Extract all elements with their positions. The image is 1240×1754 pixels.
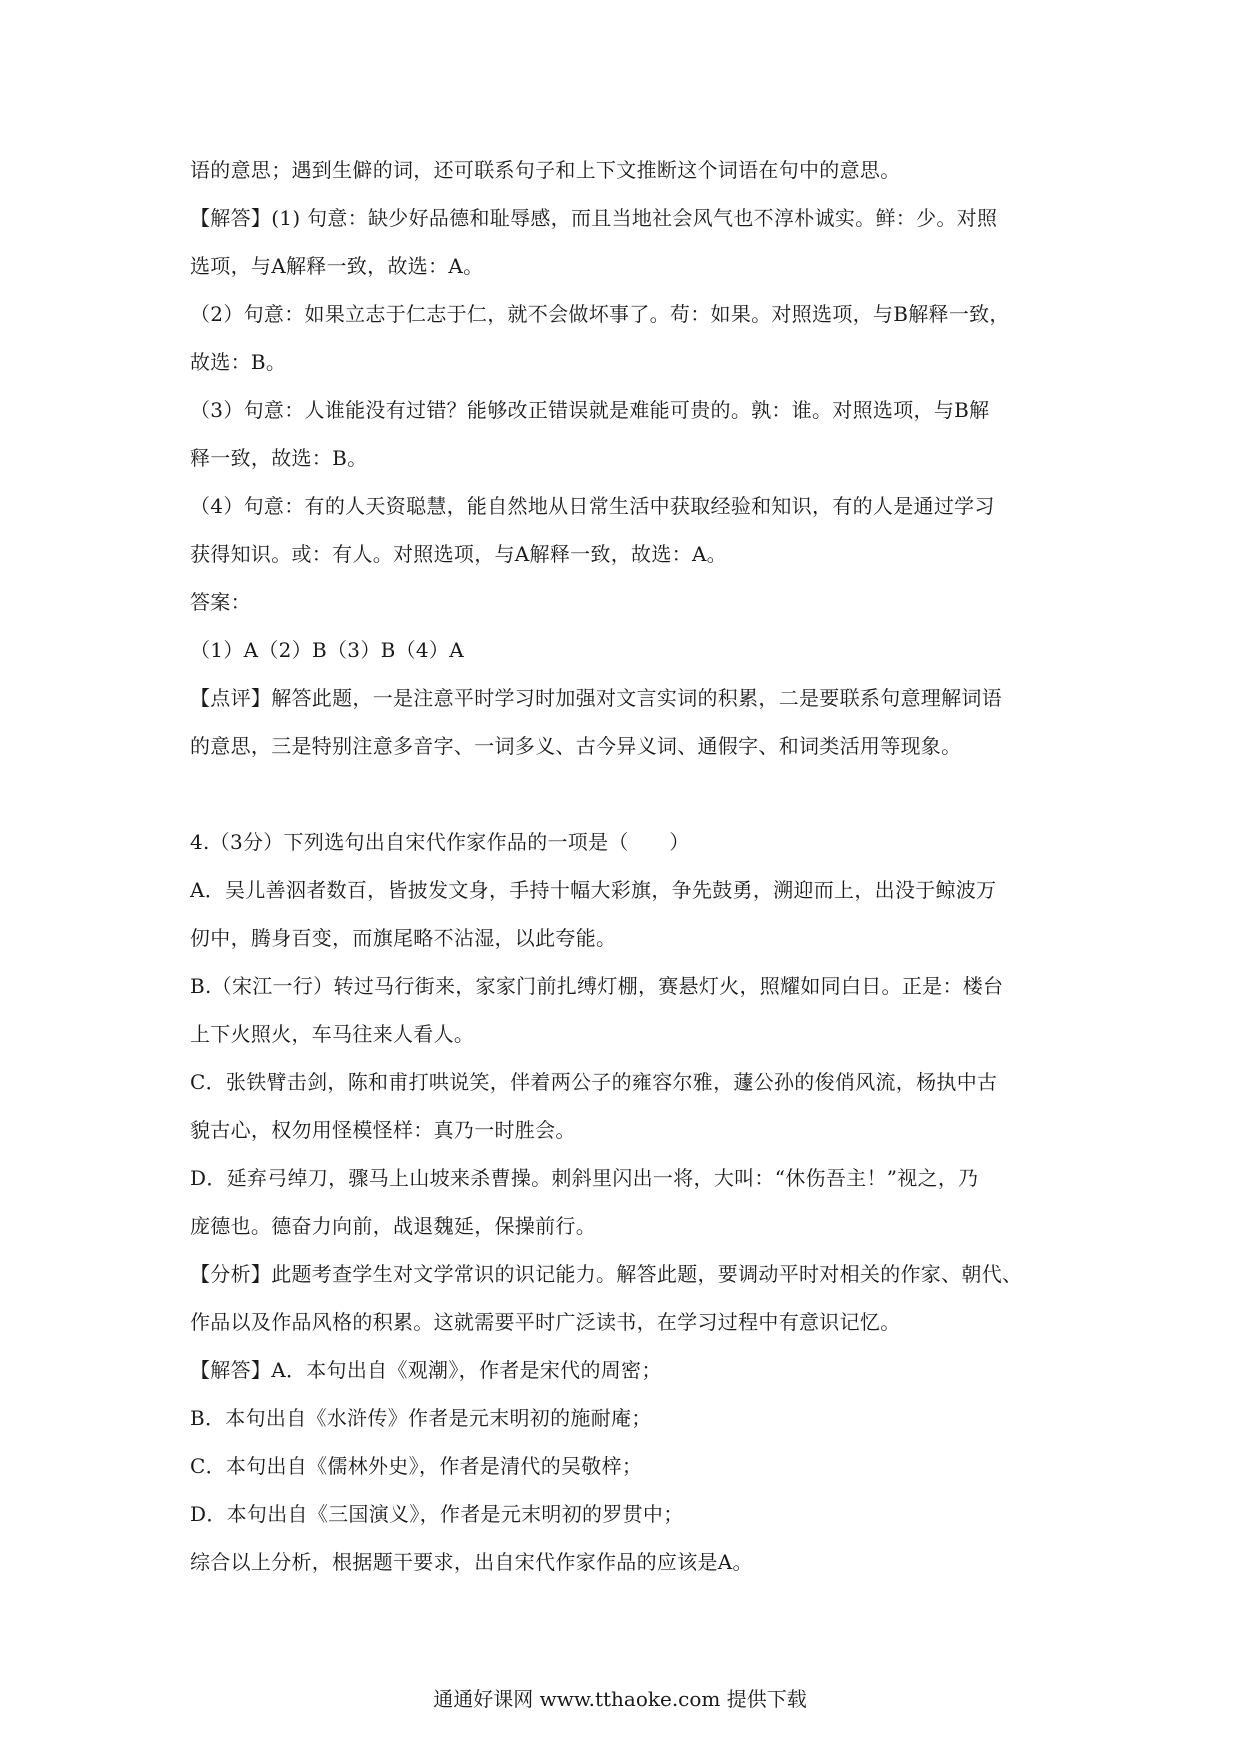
text-line: （2）句意：如果立志于仁志于仁，就不会做坏事了。苟：如果。对照选项，与B解释一致， <box>190 302 1010 326</box>
text-line: C．本句出自《儒林外史》，作者是清代的吴敬梓； <box>190 1454 643 1478</box>
text-line: 庞德也。德奋力向前，战退魏延，保操前行。 <box>190 1214 596 1238</box>
comment-line: 【点评】解答此题，一是注意平时学习时加强对文言实词的积累，二是要联系句意理解词语 <box>190 686 1002 710</box>
option-b: B.（宋江一行）转过马行街来，家家门前扎缚灯棚，赛悬灯火，照耀如同白日。正是：楼台 <box>190 974 1004 998</box>
text-line: 的意思，三是特别注意多音字、一词多义、古今异义词、通假字、和词类活用等现象。 <box>190 734 962 758</box>
text-line: D．本句出自《三国演义》，作者是元末明初的罗贯中； <box>190 1502 684 1526</box>
option-d: D．延弃弓绰刀，骤马上山坡来杀曹操。刺斜里闪出一将，大叫：“休伤吾主！”视之，乃 <box>190 1166 979 1190</box>
text-line: （4）句意：有的人天资聪慧，能自然地从日常生活中获取经验和知识，有的人是通过学习 <box>190 494 995 518</box>
answer-line: 【解答】(1) 句意：缺少好品德和耻辱感，而且当地社会风气也不淳朴诚实。鲜：少。对照 <box>190 206 998 230</box>
section-gap <box>190 779 1060 827</box>
analysis-line: 【分析】此题考查学生对文学常识的识记能力。解答此题，要调动平时对相关的作家、朝代、 <box>190 1262 1023 1286</box>
text-line: 释一致，故选：B。 <box>190 446 368 470</box>
text-line: 选项，与A解释一致，故选：A。 <box>190 254 484 278</box>
text-line: 语的意思；遇到生僻的词，还可联系句子和上下文推断这个词语在句中的意思。 <box>190 158 901 182</box>
text-line: 上下火照火，车马往来人看人。 <box>190 1022 475 1046</box>
text-line: 故选：B。 <box>190 350 287 374</box>
text-line: 获得知识。或：有人。对照选项，与A解释一致，故选：A。 <box>190 542 727 566</box>
conclusion-line: 综合以上分析，根据题干要求，出自宋代作家作品的应该是A。 <box>190 1550 753 1574</box>
question-title: 4.（3分）下列选句出自宋代作家作品的一项是（ ） <box>190 830 690 854</box>
option-c: C．张铁臂击剑，陈和甫打哄说笑，伴着两公子的雍容尔雅，蘧公孙的俊俏风流，杨执中古 <box>190 1070 998 1094</box>
text-line: 貌古心，权勿用怪模怪样：真乃一时胜会。 <box>190 1118 576 1142</box>
option-a: A．吴儿善泅者数百，皆披发文身，手持十幅大彩旗，争先鼓勇，溯迎而上，出没于鲸波万 <box>190 878 997 902</box>
text-line: 仞中，腾身百变，而旗尾略不沾湿，以此夸能。 <box>190 926 617 950</box>
text-line: B．本句出自《水浒传》作者是元末明初的施耐庵； <box>190 1406 652 1430</box>
answer-line: 【解答】A．本句出自《观潮》，作者是宋代的周密； <box>190 1358 662 1382</box>
text-line: （3）句意：人谁能没有过错？能够改正错误就是难能可贵的。孰：谁。对照选项，与B解 <box>190 398 990 422</box>
page-content <box>190 155 1060 1595</box>
page-footer: 通通好课网 www.tthaoke.com 提供下载 <box>433 1687 807 1711</box>
text-line: 作品以及作品风格的积累。这就需要平时广泛读书，在学习过程中有意识记忆。 <box>190 1310 901 1334</box>
answer-heading: 答案： <box>190 590 251 614</box>
answer-summary: （1）A（2）B（3）B（4）A <box>190 638 464 662</box>
